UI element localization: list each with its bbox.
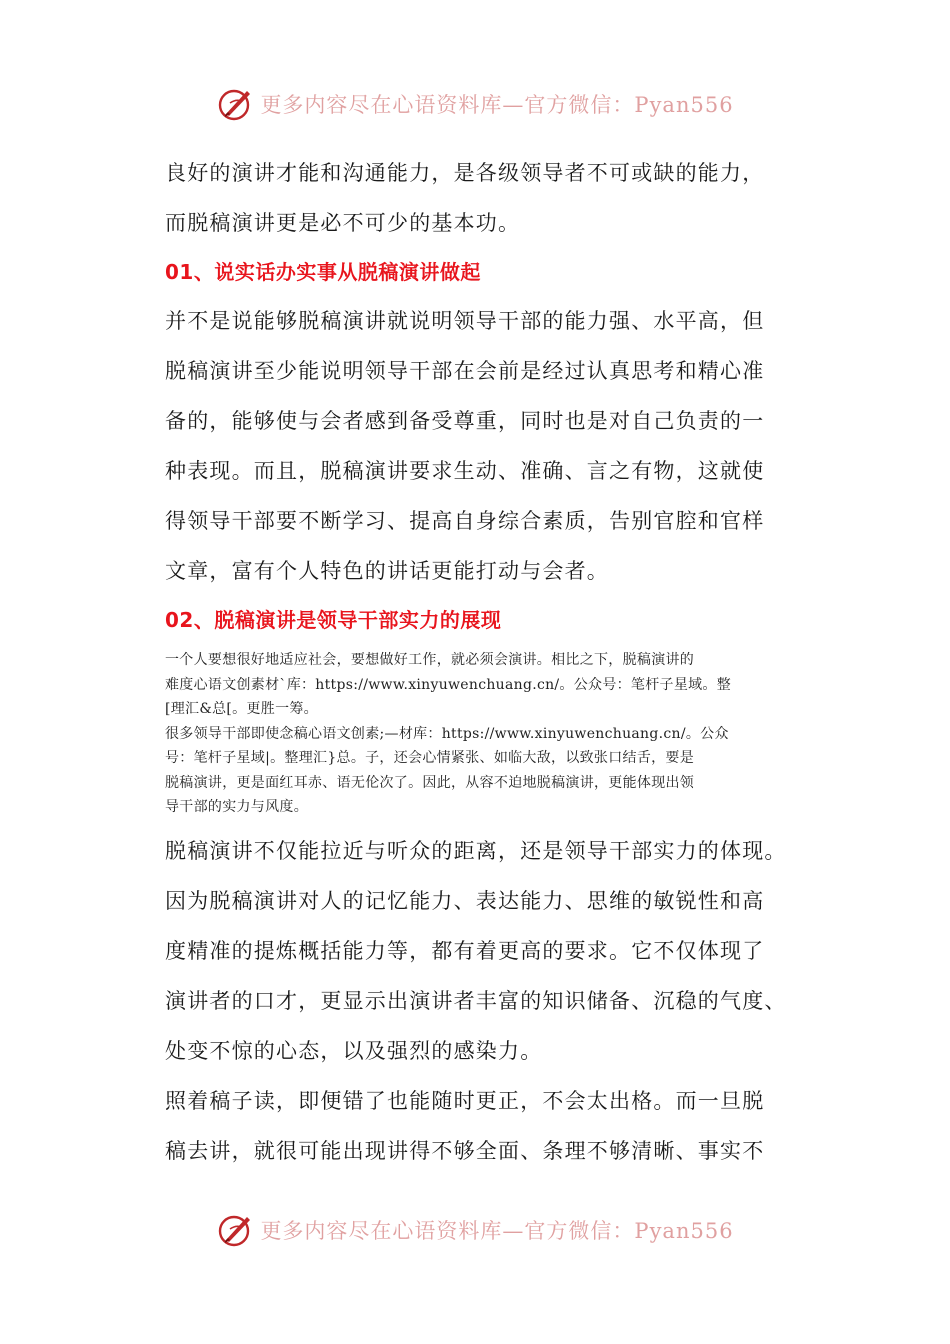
paragraph-line: 得领导干部要不断学习、提高自身综合素质，告别官腔和官样 <box>165 509 765 533</box>
intro-line: 良好的演讲才能和沟通能力，是各级领导者不可或缺的能力， <box>165 161 765 185</box>
paragraph-line: 处变不惊的心态，以及强烈的感染力。 <box>165 1038 543 1063</box>
small-line: 很多领导干部即使念稿心语文创素;—材库：https://www.xinyuwenchuang.cn/。公众 <box>165 725 729 742</box>
section-heading-01: 01、说实话办实事从脱稿演讲做起 <box>165 260 481 284</box>
quill-logo-icon <box>216 84 256 124</box>
paragraph-line: 并不是说能够脱稿演讲就说明领导干部的能力强、水平高，但 <box>165 309 765 333</box>
paragraph-line: 种表现。而且，脱稿演讲要求生动、准确、言之有物，这就使 <box>165 459 765 483</box>
footer-banner <box>0 1208 950 1252</box>
small-line: 脱稿演讲，更是面红耳赤、语无伦次了。因此，从容不迫地脱稿演讲，更能体现出领 <box>165 774 695 791</box>
paragraph-line: 度精准的提炼概括能力等，都有着更高的要求。它不仅体现了 <box>165 938 765 963</box>
banner-text: 更多内容尽在心语资料库—官方微信：Pyan556 <box>260 93 734 117</box>
header-banner <box>0 82 950 126</box>
intro-line: 而脱稿演讲更是必不可少的基本功。 <box>165 211 521 235</box>
document-body <box>165 148 805 1176</box>
paragraph-line: 因为脱稿演讲对人的记忆能力、表达能力、思维的敏锐性和高 <box>165 888 765 913</box>
paragraph-line: 稿去讲，就很可能出现讲得不够全面、条理不够清晰、事实不 <box>165 1138 765 1163</box>
paragraph-line: 备的，能够使与会者感到备受尊重，同时也是对自己负责的一 <box>165 409 765 433</box>
small-line: 号：笔杆子星域|。整理汇}总。子，还会心情紧张、如临大敌，以致张口结舌，要是 <box>165 750 695 766</box>
small-print-block <box>165 648 805 820</box>
small-line: 导干部的实力与风度。 <box>165 799 308 815</box>
paragraph-line: 演讲者的口才，更显示出演讲者丰富的知识储备、沉稳的气度、 <box>165 988 787 1013</box>
paragraph-line: 文章，富有个人特色的讲话更能打动与会者。 <box>165 559 609 583</box>
quill-logo-icon <box>216 1210 256 1250</box>
paragraph-line: 脱稿演讲至少能说明领导干部在会前是经过认真思考和精心准 <box>165 359 765 383</box>
small-line: 难度心语文创素材`库：https://www.xinyuwenchuang.cn/。公众号：笔杆子星域。整 <box>165 676 732 693</box>
small-line: 一个人要想很好地适应社会，要想做好工作，就必须会演讲。相比之下，脱稿演讲的 <box>165 652 695 668</box>
small-line: [理汇&总[。更胜一筹。 <box>165 701 318 717</box>
section-heading-02: 02、脱稿演讲是领导干部实力的展现 <box>165 608 502 632</box>
banner-text: 更多内容尽在心语资料库—官方微信：Pyan556 <box>260 1219 734 1243</box>
paragraph-line: 脱稿演讲不仅能拉近与听众的距离，还是领导干部实力的体现。 <box>165 838 787 863</box>
paragraph-line: 照着稿子读，即便错了也能随时更正，不会太出格。而一旦脱 <box>165 1088 765 1113</box>
